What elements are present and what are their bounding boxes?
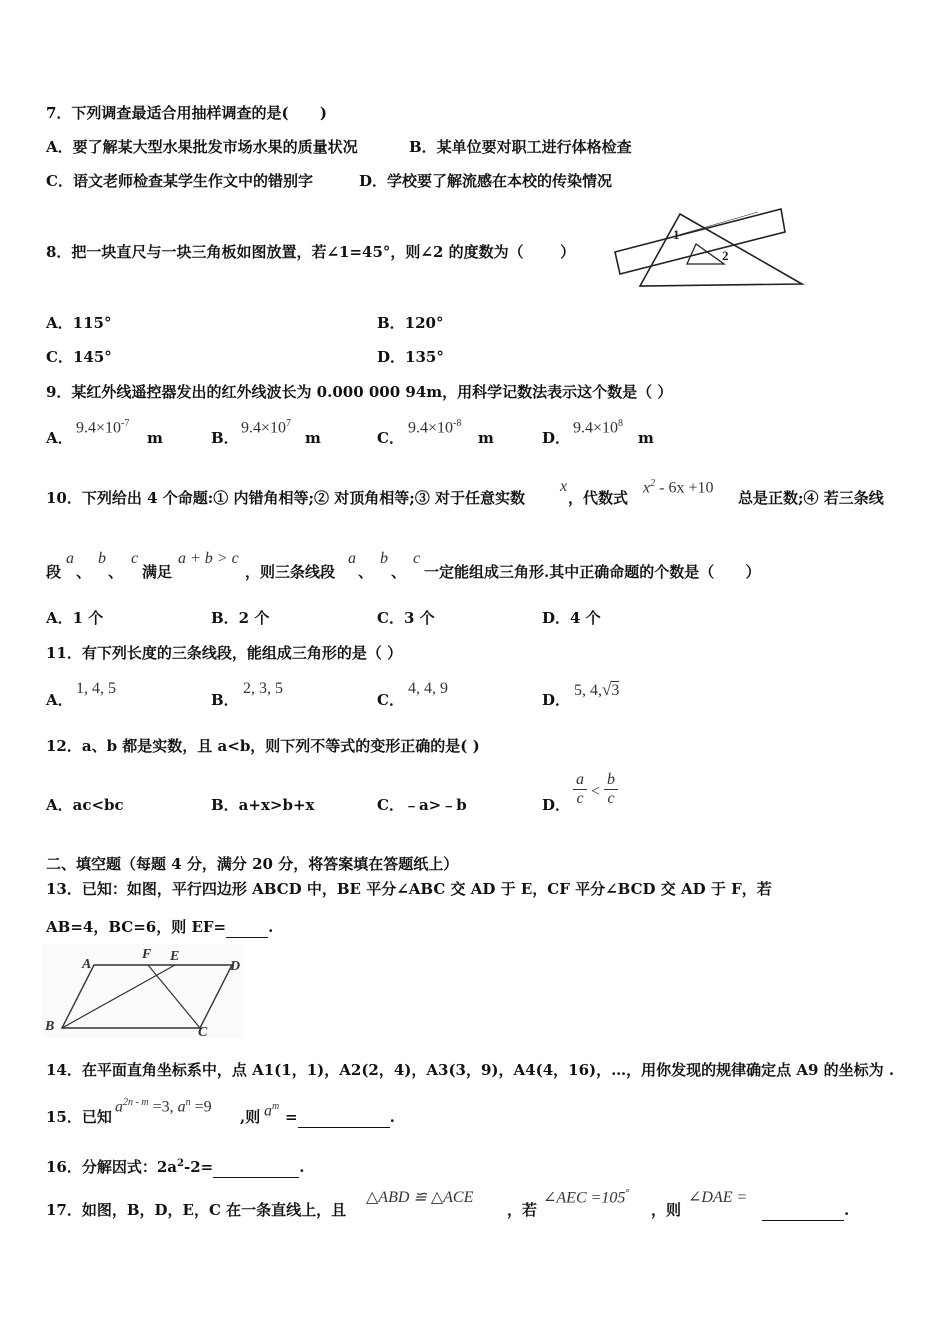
q10-line1-end: 总是正数;④ 若三条线 [738,489,884,507]
q17-angle-aec: ∠AEC =105° [543,1187,630,1207]
q9-option-c-base: $9.4\times 10^{-8}$ [408,418,462,437]
q11-option-b-label: B． [211,691,239,709]
q10-option-b: B．2 个 [211,609,270,627]
q9-option-d-unit: m [638,429,654,447]
q9-option-a-label: A． [46,429,73,447]
q10-var-x: x [560,478,568,495]
q8-option-d: D．135° [377,348,444,366]
q12-option-d-label: D． [542,796,571,814]
q11-option-a-label: A． [46,691,73,709]
q13-line2: AB=4，BC=6，则 EF= . [46,918,274,936]
q17-then: ，则 [651,1201,682,1219]
q11-option-a-value: 1, 4, 5 [76,680,116,697]
q8-option-c: C．145° [46,348,112,366]
q10-duan: 段 [46,563,62,581]
q15-answer: = . [285,1108,395,1126]
q17-congruence: △ABD ≌ △ACE [366,1189,474,1206]
q13-label-c: C [198,1025,208,1038]
q9-option-d-base: $9.4\times 10^8$ [573,418,624,437]
q12-option-a: A．ac<bc [46,796,124,814]
q10-sep-4: 、 [391,563,407,581]
q17-answer-blank: . [762,1200,849,1221]
q9-option-b-unit: m [305,429,321,447]
q13-label-b: B [45,1019,55,1034]
q10-then: ，则三条线段 [245,563,336,581]
q13-parallelogram-figure [42,944,244,1038]
q13-line1: 13．已知：如图，平行四边形 ABCD 中，BE 平分∠ABC 交 AD 于 E，CF 平分∠BCD 交 AD 于 F，若 [46,880,772,898]
q8-stem: 8．把一块直尺与一块三角板如图放置，若∠1=45°，则∠2 的度数为（ ） [46,243,576,261]
q10-option-d: D．4 个 [542,609,601,627]
q13-label-d: D [230,959,241,974]
q10-var-a: a [66,550,74,567]
q10-var-b: b [98,550,106,567]
q14-text: 14．在平面直角坐标系中，点 A1(1，1)，A2(2，4)，A3(3，9)，A4(4，16)，…，用你发现的规律确定点 A9 的坐标为 . [46,1061,895,1079]
q10-sep-3: 、 [358,563,374,581]
q8-angle-2-label: 2 [722,248,729,263]
q12-option-b: B．a+x>b+x [211,796,315,814]
q12-option-d-lt: < [591,783,601,800]
q10-option-a: A．1 个 [46,609,104,627]
section-2-heading: 二、填空题（每题 4 分，满分 20 分，将答案填在答题纸上） [46,855,459,873]
q7-option-d: D．学校要了解流感在本校的传染情况 [359,172,613,190]
q10-var-c: c [131,550,139,567]
q13-label-f: F [142,947,152,962]
q7-stem: 7．下列调查最适合用抽样调查的是( ) [46,104,327,122]
q10-sep-1: 、 [76,563,92,581]
q10-line1-start: 10．下列给出 4 个命题:① 内错角相等;② 对顶角相等;③ 对于任意实数 [46,489,526,507]
q9-option-c-unit: m [478,429,494,447]
q15-prefix: 15．已知 [46,1108,112,1126]
q12-stem: 12．a、b 都是实数，且 a<b，则下列不等式的变形正确的是( ) [46,737,480,755]
q9-option-b-base: $9.4\times 10^7$ [241,418,292,437]
q11-stem: 11．有下列长度的三条线段，能组成三角形的是（ ） [46,644,403,662]
q17-prefix: 17．如图，B，D，E，C 在一条直线上，且 [46,1201,347,1219]
q10-sep-2: 、 [108,563,124,581]
q11-option-b-value: 2, 3, 5 [243,680,283,697]
q7-option-c: C．语文老师检查某学生作文中的错别字 [46,172,313,190]
q10-inequality: a + b > c [178,550,239,567]
q11-option-c-value: 4, 4, 9 [408,680,448,697]
q16-text: 16．分解因式：$2a^2-2=$ . [46,1158,305,1176]
q12-option-d-fraction-1: a c [573,771,587,808]
q7-option-a: A．要了解某大型水果批发市场水果的质量状况 [46,138,358,156]
q15-mid: ,则 [240,1108,261,1126]
q9-option-d-label: D． [542,429,571,447]
q10-tail: 一定能组成三角形.其中正确命题的个数是（ ） [424,563,761,581]
q11-option-d-value: 5, 4,√3 [574,680,620,699]
q8-ruler-triangle-figure [608,204,808,290]
q10-expression: $x^2 - 6x +10$ [643,478,714,497]
q9-option-b-label: B． [211,429,239,447]
q12-option-d-fraction-2: b c [604,771,618,808]
q15-expression-1: $a^{2n - m} =3$, $a^n =9$ [115,1097,212,1116]
q10-var-a-2: a [348,550,356,567]
q10-option-c: C．3 个 [377,609,435,627]
q7-option-b: B．某单位要对职工进行体格检查 [409,138,632,156]
q12-option-c: C．﹣a>﹣b [377,796,467,814]
q8-angle-1-label: 1 [673,227,680,242]
q15-expression-2: $a^m$ [264,1101,280,1120]
q11-option-c-label: C． [377,691,404,709]
q8-option-b: B．120° [377,314,444,332]
q10-line1-mid: ，代数式 [568,489,629,507]
q9-option-a-unit: m [147,429,163,447]
q8-option-a: A．115° [46,314,112,332]
q9-option-c-label: C． [377,429,404,447]
q10-manzu: 满足 [142,563,173,581]
q13-label-e: E [170,949,180,964]
q11-option-d-label: D． [542,691,571,709]
q9-option-a-base: $9.4\times 10^{-7}$ [76,418,130,437]
q17-mid: ，若 [507,1201,538,1219]
q9-stem: 9．某红外线遥控器发出的红外线波长为 0.000 000 94m，用科学记数法表示这个数是（ ） [46,383,673,401]
q17-angle-dae: ∠DAE = [688,1189,748,1206]
q10-var-c-2: c [413,550,421,567]
q13-label-a: A [82,957,92,972]
q10-var-b-2: b [380,550,388,567]
